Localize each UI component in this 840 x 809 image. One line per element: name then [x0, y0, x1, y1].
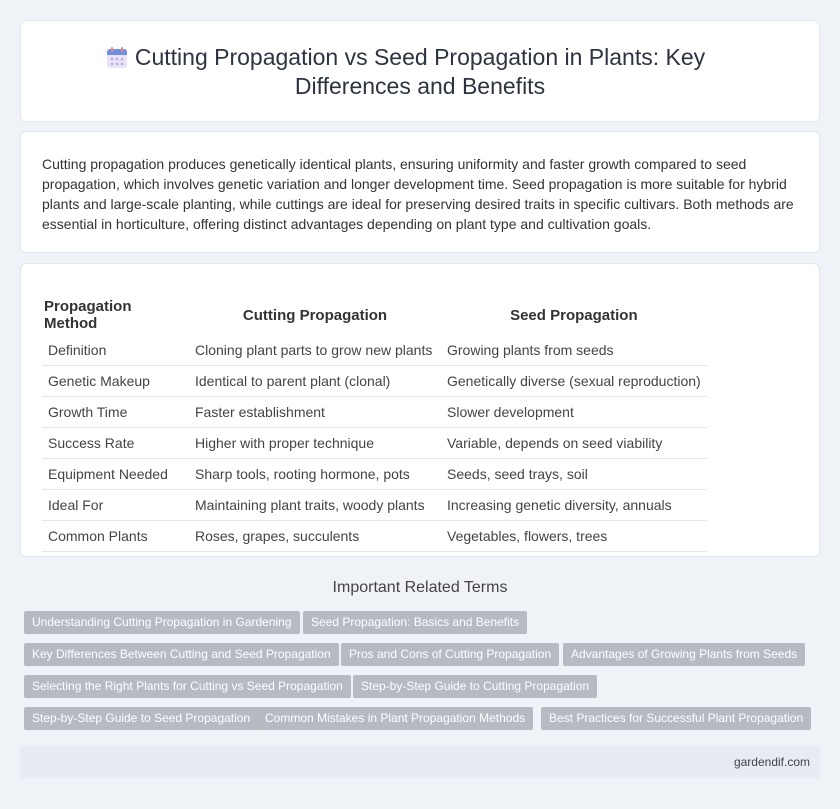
table-cell: Common Plants [42, 521, 189, 552]
related-tag[interactable]: Step-by-Step Guide to Seed Propagation [24, 707, 258, 730]
table-cell: Increasing genetic diversity, annuals [441, 490, 707, 521]
related-tag[interactable]: Step-by-Step Guide to Cutting Propagation [353, 675, 597, 698]
related-terms-title: Important Related Terms [332, 579, 508, 596]
related-tag[interactable]: Pros and Cons of Cutting Propagation [341, 643, 559, 666]
table-cell: Seeds, seed trays, soil [441, 459, 707, 490]
related-tag[interactable]: Advantages of Growing Plants from Seeds [563, 643, 805, 666]
column-header: Seed Propagation [510, 306, 638, 324]
footer [20, 746, 820, 778]
page-title: Cutting Propagation vs Seed Propagation in Plants: Key Differences and Benefits [134, 44, 706, 99]
table-cell: Genetic Makeup [42, 366, 189, 397]
table-cell: Identical to parent plant (clonal) [189, 366, 441, 397]
footer-site-link[interactable]: gardendif.com [733, 755, 810, 769]
table-cell: Definition [42, 335, 189, 366]
comparison-table-card [20, 263, 820, 557]
table-cell: Genetically diverse (sexual reproduction) [441, 366, 707, 397]
table-row [42, 335, 707, 366]
related-tag[interactable]: Seed Propagation: Basics and Benefits [303, 611, 527, 634]
related-tag[interactable]: Understanding Cutting Propagation in Gardening [24, 611, 300, 634]
related-tag[interactable]: Key Differences Between Cutting and Seed Propagation [24, 643, 339, 666]
table-cell: Slower development [441, 397, 707, 428]
table-cell: Ideal For [42, 490, 189, 521]
table-row [42, 428, 707, 459]
header-card [20, 20, 820, 122]
related-tag[interactable]: Best Practices for Successful Plant Propagation [541, 707, 811, 730]
table-row [42, 521, 707, 552]
table-cell: Faster establishment [189, 397, 441, 428]
table-cell: Success Rate [42, 428, 189, 459]
table-cell: Vegetables, flowers, trees [441, 521, 707, 552]
table-row [42, 397, 707, 428]
column-header: Cutting Propagation [242, 306, 388, 324]
table-cell: Maintaining plant traits, woody plants [189, 490, 441, 521]
table-row [42, 459, 707, 490]
table-header-row [42, 296, 707, 335]
table-cell: Variable, depends on seed viability [441, 428, 707, 459]
related-tag[interactable]: Common Mistakes in Plant Propagation Methods [257, 707, 533, 730]
column-header: Propagation Method [44, 298, 132, 332]
table-row [42, 490, 707, 521]
table-cell: Cloning plant parts to grow new plants [189, 335, 441, 366]
table-cell: Roses, grapes, succulents [189, 521, 441, 552]
table-cell: Growth Time [42, 397, 189, 428]
summary-card [20, 131, 820, 253]
summary-text: Cutting propagation produces genetically identical plants, ensuring uniformity and faster growth compared to seed propagation, which involves genetic variation and longer development time. Seed propagation is more suitable for hybrid plants and large-scale planting, while cuttings are ideal for preserving desired traits in specific cultivars. Both methods are essential in horticulture, offering distinct advantages depending on plant type and cultivation goals. [42, 156, 794, 232]
comparison-table [42, 296, 707, 552]
table-cell: Sharp tools, rooting hormone, pots [189, 459, 441, 490]
table-row [42, 366, 707, 397]
table-cell: Growing plants from seeds [441, 335, 707, 366]
related-tag[interactable]: Selecting the Right Plants for Cutting vs Seed Propagation [24, 675, 351, 698]
table-cell: Equipment Needed [42, 459, 189, 490]
table-cell: Higher with proper technique [189, 428, 441, 459]
